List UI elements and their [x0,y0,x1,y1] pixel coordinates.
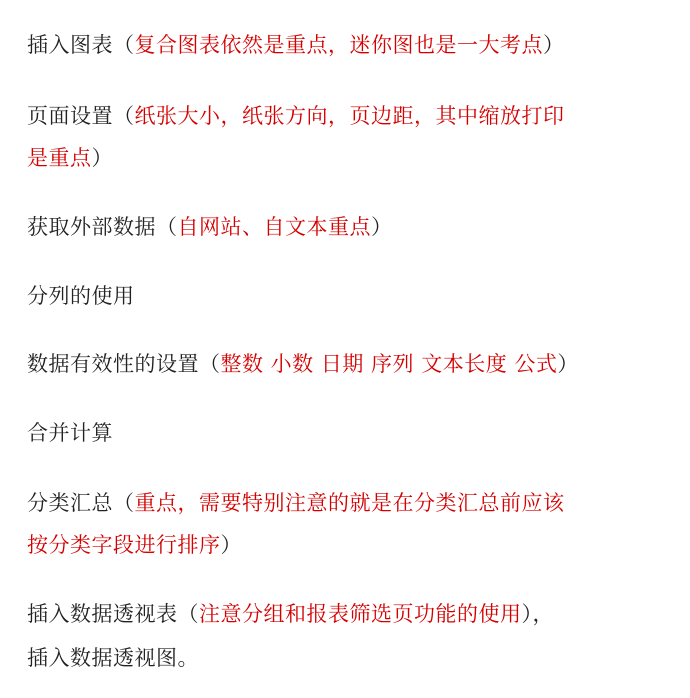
item-note: 是重点 [27,146,92,170]
item-external-data [27,214,677,240]
item-page-setup-cont [27,145,677,171]
item-consolidate [27,420,677,446]
item-note: 纸张大小，纸张方向，页边距，其中缩放打印 [134,104,565,128]
item-note: 重点，需要特别注意的就是在分类汇总前应该 [134,491,565,515]
item-label: 分列的使用 [27,284,135,308]
item-note: 按分类字段进行排序 [27,533,221,557]
item-note: 整数 小数 日期 序列 文本长度 公式 [220,352,558,376]
item-label: 获取外部数据（ [27,215,178,239]
item-text-to-columns [27,283,677,309]
item-label: 插入数据透视表（ [27,602,199,626]
item-insert-chart [27,32,677,58]
item-suffix: ） [371,215,393,239]
item-suffix: ） [220,533,242,557]
item-suffix: ）， [521,602,554,626]
item-suffix: ） [543,33,565,57]
item-label: 数据有效性的设置（ [27,352,221,376]
item-pivot-chart [27,645,677,671]
item-note: 自网站、自文本重点 [177,215,371,239]
item-subtotal [27,490,677,516]
item-label: 插入数据透视图。 [27,646,199,670]
item-page-setup [27,103,677,129]
item-label: 插入图表（ [27,33,135,57]
item-suffix: ） [557,352,579,376]
item-label: 合并计算 [27,421,113,445]
item-note: 注意分组和报表筛选页功能的使用 [199,602,522,626]
item-suffix: ） [91,146,113,170]
item-label: 页面设置（ [27,104,135,128]
item-pivot-table [27,601,677,627]
item-label: 分类汇总（ [27,491,135,515]
item-note: 复合图表依然是重点，迷你图也是一大考点 [134,33,543,57]
item-subtotal-cont [27,532,677,558]
item-data-validation [27,351,677,377]
